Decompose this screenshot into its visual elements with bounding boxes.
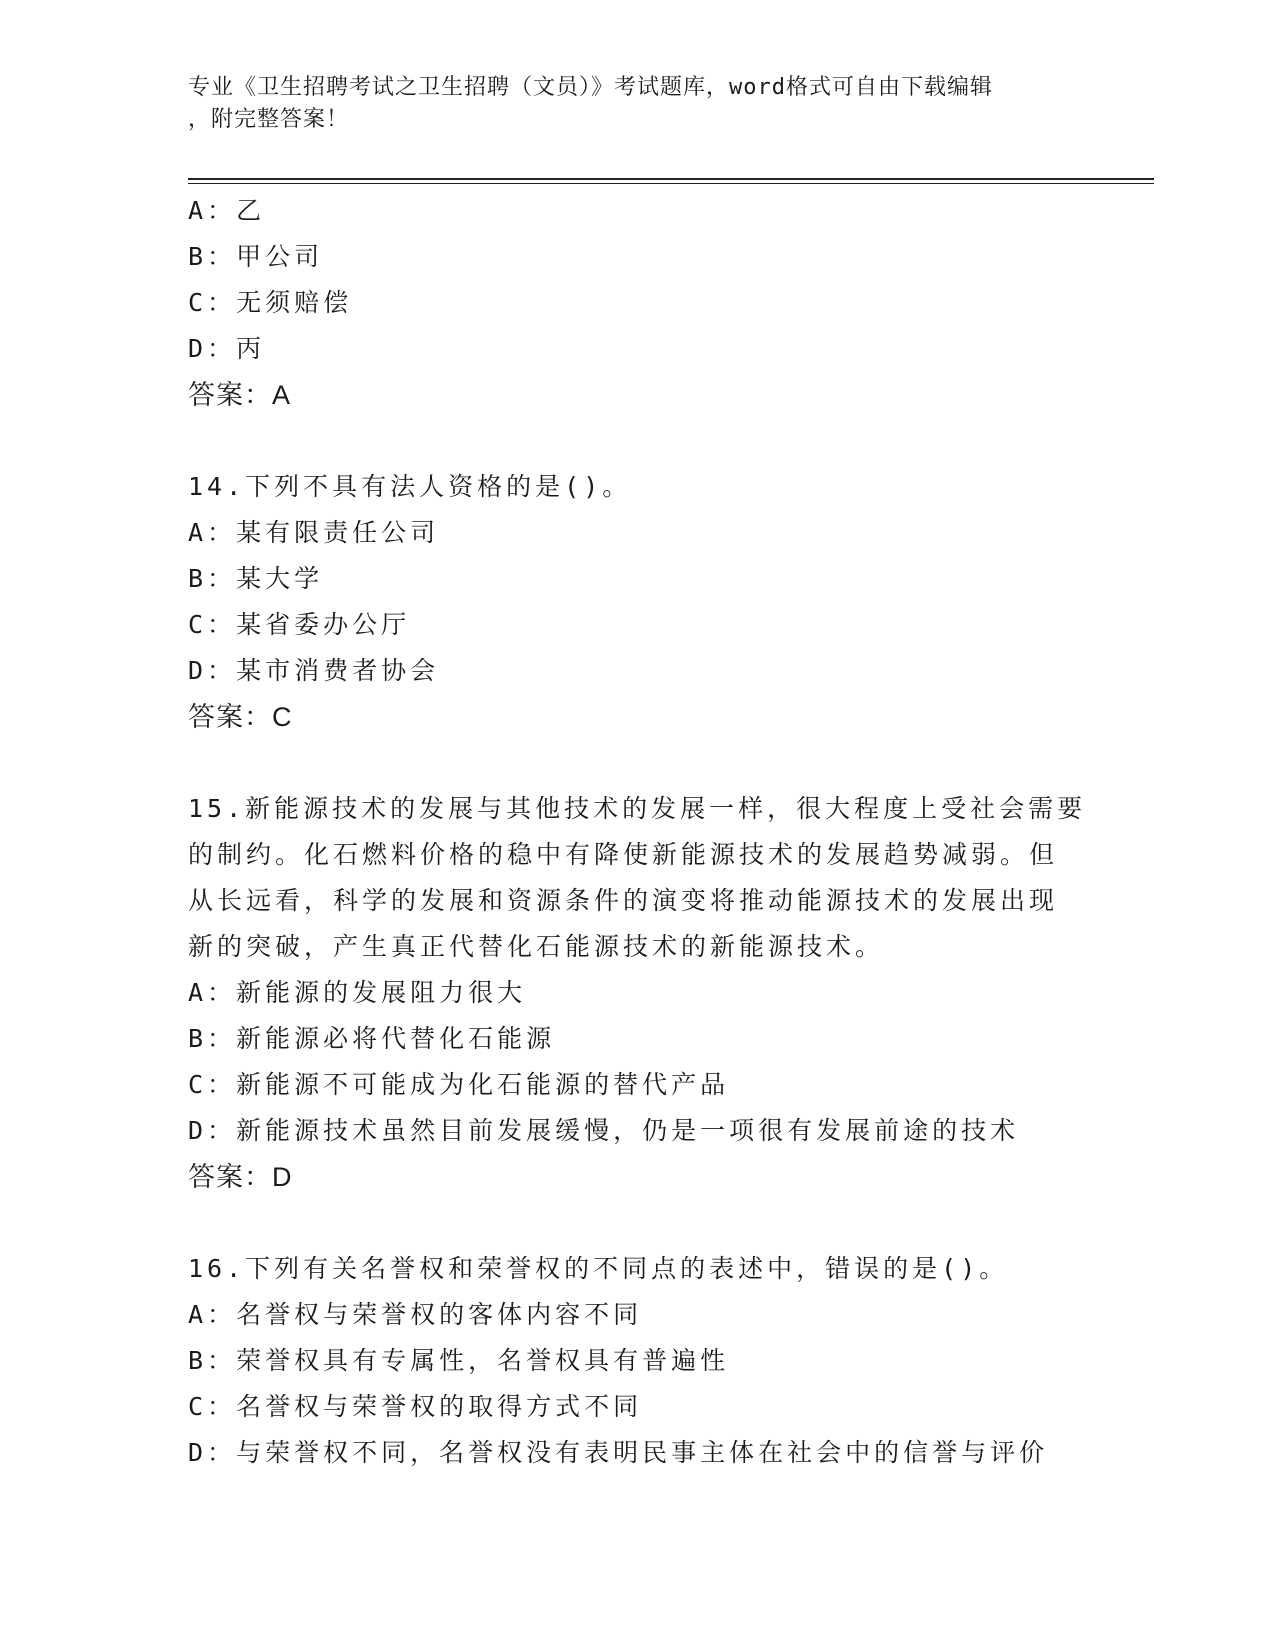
question-13-block xyxy=(188,188,1088,418)
header-line-2: ，附完整答案！ xyxy=(188,107,350,132)
question-14-block xyxy=(188,464,1088,740)
header-divider-thin xyxy=(188,183,1154,184)
option-a: A：新能源的发展阻力很大 xyxy=(188,978,527,1007)
question-stem-line-2: 的制约。化石燃料价格的稳中有降使新能源技术的发展趋势减弱。但 xyxy=(188,840,1059,869)
option-d: D：与荣誉权不同，名誉权没有表明民事主体在社会中的信誉与评价 xyxy=(188,1438,1049,1467)
option-a: A：名誉权与荣誉权的客体内容不同 xyxy=(188,1300,643,1329)
question-stem-line-1: 15.新能源技术的发展与其他技术的发展一样，很大程度上受社会需要 xyxy=(188,794,1087,823)
option-b: B：某大学 xyxy=(188,564,324,593)
question-stem: 16.下列有关名誉权和荣誉权的不同点的表述中，错误的是()。 xyxy=(188,1254,1009,1283)
option-a: A：某有限责任公司 xyxy=(188,518,440,547)
option-a: A：乙 xyxy=(188,196,266,225)
option-d: D：丙 xyxy=(188,334,266,363)
spacer xyxy=(188,418,1088,464)
option-c: C：名誉权与荣誉权的取得方式不同 xyxy=(188,1392,643,1421)
question-16-block xyxy=(188,1246,1088,1476)
header-line-1: 专业《卫生招聘考试之卫生招聘（文员）》考试题库，word格式可自由下载编辑 xyxy=(188,75,993,100)
option-d: D：某市消费者协会 xyxy=(188,656,440,685)
option-c: C：某省委办公厅 xyxy=(188,610,411,639)
option-b: B：甲公司 xyxy=(188,242,324,271)
question-stem-line-4: 新的突破，产生真正代替化石能源技术的新能源技术。 xyxy=(188,932,885,961)
answer-line: 答案：A xyxy=(188,380,292,410)
spacer xyxy=(188,740,1088,786)
question-15-block xyxy=(188,786,1088,1200)
document-header xyxy=(188,72,1088,136)
option-c: C：无须赔偿 xyxy=(188,288,353,317)
question-stem: 14.下列不具有法人资格的是()。 xyxy=(188,472,632,501)
option-c: C：新能源不可能成为化石能源的替代产品 xyxy=(188,1070,730,1099)
spacer xyxy=(188,1200,1088,1246)
header-divider-thick xyxy=(188,178,1154,180)
answer-line: 答案：D xyxy=(188,1162,293,1192)
answer-line: 答案：C xyxy=(188,702,293,732)
option-d: D：新能源技术虽然目前发展缓慢，仍是一项很有发展前途的技术 xyxy=(188,1116,1020,1145)
question-stem-line-3: 从长远看，科学的发展和资源条件的演变将推动能源技术的发展出现 xyxy=(188,886,1059,915)
option-b: B：新能源必将代替化石能源 xyxy=(188,1024,556,1053)
option-b: B：荣誉权具有专属性，名誉权具有普遍性 xyxy=(188,1346,730,1375)
question-list xyxy=(188,188,1088,1476)
